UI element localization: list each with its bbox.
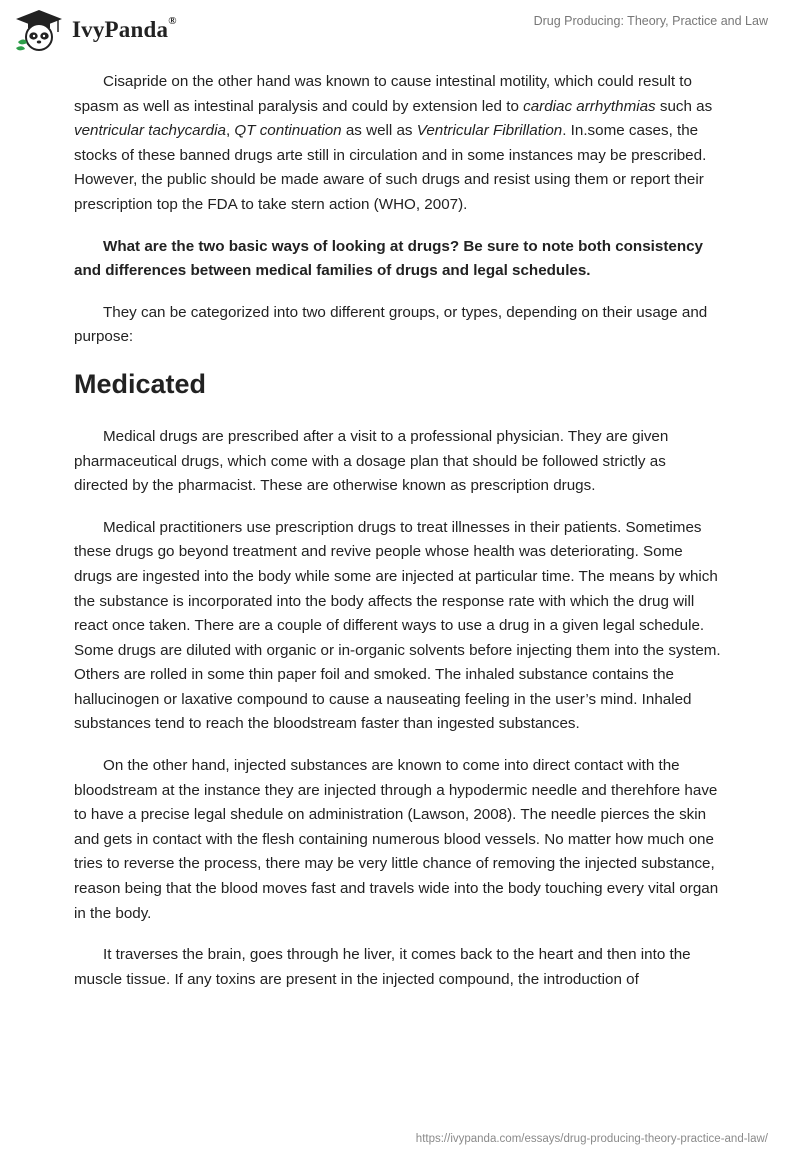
essay-body <box>74 70 724 992</box>
paragraph-prescription-drugs: Medical practitioners use prescription drugs to treat illnesses in their patients. Sometimes these drugs go beyond treatment and revive people whose health was deteriorating. Some drugs are ingested into the body while some are injected at particular time. The means by which the substance is incorporated into the body affects the response rate with which the drug will react once taken. There are a couple of different ways to use a drug in a given legal schedule. Some drugs are diluted with organic or in-organic solvents before injecting them into the system. Others are rolled in some thin paper foil and smoked. The inhaled substance contains the hallucinogen or laxative compound to cause a nauseating feeling in the user’s mind. Inhaled substances tend to reach the bloodstream faster than ingested substances. <box>74 518 721 733</box>
panda-graduation-cap-icon <box>14 8 64 52</box>
registered-mark: ® <box>168 15 177 27</box>
italic-term: ventricular tachycardia <box>74 122 226 140</box>
source-url[interactable]: https://ivypanda.com/essays/drug-producing-theory-practice-and-law/ <box>415 1133 768 1145</box>
italic-term: cardiac arrhythmias <box>523 97 656 115</box>
italic-term: QT continuation <box>234 122 342 140</box>
section-heading: Medicated <box>74 368 207 399</box>
brand-name <box>72 17 177 43</box>
text-run: . In.some cases, the stocks of these banned drugs arte still in circulation and in some instances may be prescribed. However, the public should be made aware of such drugs and resist using them or report their prescription top the FDA to take stern action (WHO, 2007). <box>74 122 707 213</box>
question-paragraph: What are the two basic ways of looking at drugs? Be sure to note both consistency and differences between medical families of drugs and legal schedules. <box>74 237 703 280</box>
paragraph-cisapride <box>74 70 724 218</box>
paragraph-injected-substances: On the other hand, injected substances are known to come into direct contact with the bloodstream at the instance they are injected through a hypodermic needle and therehfore have to have a precise legal shedule on administration (Lawson, 2008). The needle pierces the skin and gets in contact with the flesh containing numerous blood vessels. No matter how much one tries to reverse the process, there may be very little chance of removing the injected substance, reason being that the blood moves fast and travels wide into the body touching every vital organ in the body. <box>74 757 719 922</box>
document-title: Drug Producing: Theory, Practice and Law <box>533 14 768 28</box>
paragraph-categories: They can be categorized into two different groups, or types, depending on their usage and purpose: <box>74 303 708 346</box>
text-run: Cisapride on the other hand was known to cause intestinal motility, which could result to spasm as well as intestinal paralysis and could by extension led to <box>74 73 692 115</box>
text-run: such as <box>655 97 713 115</box>
paragraph-medical-drugs: Medical drugs are prescribed after a visit to a professional physician. They are given pharmaceutical drugs, which come with a dosage plan that should be followed strictly as directed by the pharmacist. These are otherwise known as prescription drugs. <box>74 427 669 495</box>
brand-text: IvyPanda <box>72 17 169 42</box>
text-run: as well as <box>341 122 417 140</box>
page-header <box>0 0 800 64</box>
italic-term: Ventricular Fibrillation <box>416 122 563 140</box>
paragraph-traverses: It traverses the brain, goes through he liver, it comes back to the heart and then into the muscle tissue. If any toxins are present in the injected compound, the introduction of <box>74 946 691 988</box>
text-run: , <box>225 122 235 140</box>
ivypanda-logo[interactable] <box>14 8 177 52</box>
